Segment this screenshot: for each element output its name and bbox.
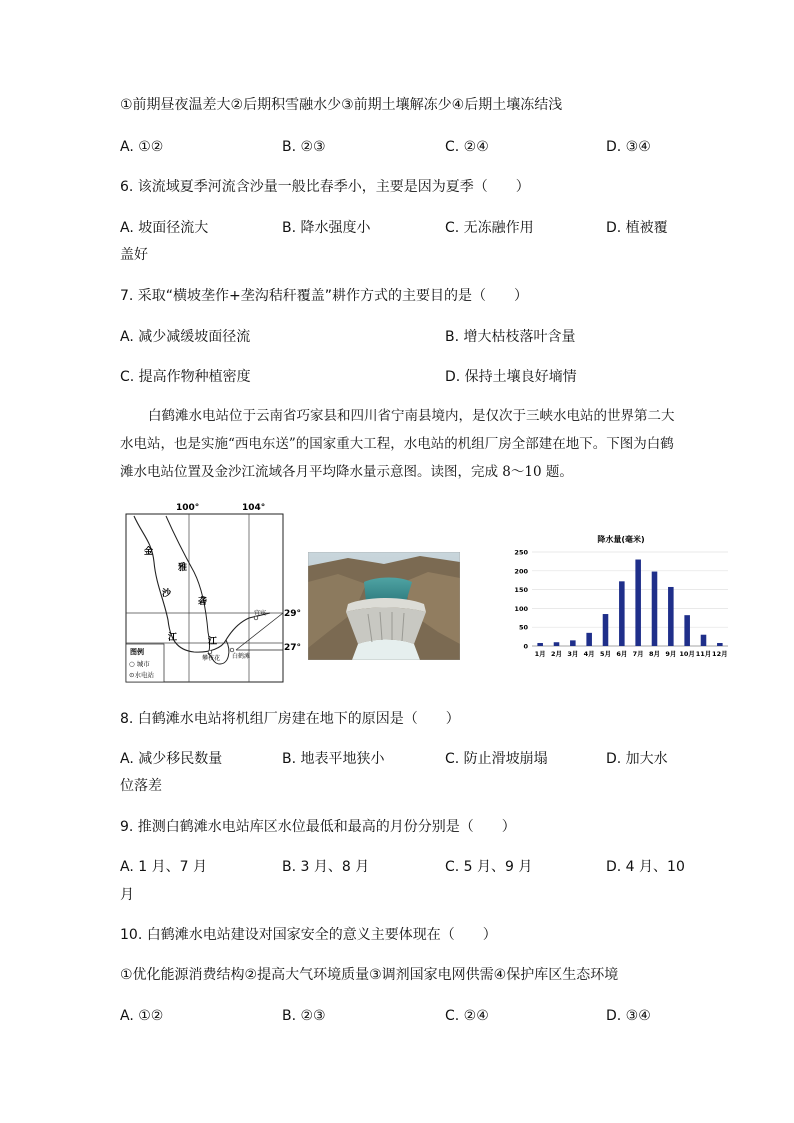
q8-option-a: A. 减少移民数量 (120, 751, 223, 767)
q6-option-d: D. 植被覆 (606, 220, 668, 236)
q5-option-c: C. ②④ (445, 139, 489, 155)
x-tick-label: 5月 (599, 650, 612, 658)
bar-4 (586, 633, 592, 646)
q8-option-d: D. 加大水 (606, 751, 668, 767)
y-tick-label: 50 (518, 623, 528, 632)
q6-option-d-wrap: 盖好 (120, 247, 148, 263)
station-dot-baihetan (230, 648, 234, 652)
y-tick-label: 100 (514, 604, 528, 613)
q9-option-d-wrap: 月 (120, 887, 134, 903)
bar-7 (635, 560, 641, 646)
q10-option-c: C. ②④ (445, 1008, 489, 1024)
bar-1 (537, 643, 543, 646)
bar-9 (668, 587, 674, 646)
bar-2 (554, 642, 560, 646)
precipitation-chart (508, 528, 734, 664)
lon-label-104: 104° (242, 503, 266, 513)
x-tick-label: 6月 (616, 650, 628, 658)
location-map (122, 500, 302, 690)
y-tick-label: 150 (514, 586, 528, 595)
x-tick-label: 3月 (567, 650, 579, 658)
river-char-3: 沙 (162, 589, 172, 599)
place-panzhihua: 攀枝花 (202, 655, 221, 662)
bar-3 (570, 640, 576, 646)
q5-option-b: B. ②③ (282, 139, 326, 155)
city-dot-panzhihua (208, 650, 212, 654)
q8-option-d-wrap: 位落差 (120, 778, 162, 794)
chart-title: 降水量(毫米) (597, 535, 645, 544)
lon-label-100: 100° (176, 503, 200, 513)
bar-10 (684, 615, 690, 646)
passage (120, 402, 680, 486)
y-tick-label: 0 (523, 642, 528, 651)
q6-option-a: A. 坡面径流大 (120, 220, 209, 236)
q10-stem: 10. 白鹤滩水电站建设对国家安全的意义主要体现在（ ） (120, 927, 497, 943)
bar-6 (619, 581, 625, 646)
bar-5 (603, 614, 609, 646)
bar-11 (701, 635, 707, 646)
passage-text: 白鹤滩水电站位于云南省巧家县和四川省宁南县境内，是仅次于三峡水电站的世界第二大水电站，也是实施“西电东送”的国家重大工程，水电站的机组厂房全部建在地下。下图为白鹤滩水电站位置及金沙江流域各月平均降水量示意图。读图，完成 8～10 题。 (120, 408, 675, 480)
q9-option-d: D. 4 月、10 (606, 859, 685, 875)
q10-option-d: D. ③④ (606, 1008, 651, 1024)
q8-option-c: C. 防止滑坡崩塌 (445, 751, 548, 767)
q9-option-a: A. 1 月、7 月 (120, 859, 207, 875)
x-tick-label: 10月 (679, 650, 695, 658)
lat-label-27: 27° (284, 643, 302, 653)
q7-option-b: B. 增大枯枝落叶含量 (445, 329, 576, 345)
q5-option-d: D. ③④ (606, 139, 651, 155)
river-char-1: 金 (144, 547, 154, 557)
q6-option-b: B. 降水强度小 (282, 220, 371, 236)
q7-option-a: A. 减少减缓坡面径流 (120, 329, 251, 345)
legend-title: 图例 (130, 648, 144, 656)
x-tick-label: 7月 (632, 650, 644, 658)
place-yibin: 宜宾 (254, 610, 267, 617)
x-tick-label: 8月 (648, 650, 661, 658)
river-char-5: 江 (168, 633, 178, 643)
river-char-6: 江 (208, 637, 218, 647)
lat-label-29: 29° (284, 609, 302, 619)
q8-option-b: B. 地表平地狭小 (282, 751, 385, 767)
q7-stem: 7. 采取“横坡垄作+垄沟秸秆覆盖”耕作方式的主要目的是（ ） (120, 288, 529, 304)
q8-stem: 8. 白鹤滩水电站将机组厂房建在地下的原因是（ ） (120, 711, 460, 727)
q7-option-d: D. 保持土壤良好墒情 (445, 369, 577, 385)
q9-stem: 9. 推测白鹤滩水电站库区水位最低和最高的月份分别是（ ） (120, 819, 516, 835)
q9-option-c: C. 5 月、9 月 (445, 859, 533, 875)
x-tick-label: 11月 (695, 650, 712, 658)
q10-option-b: B. ②③ (282, 1008, 326, 1024)
legend-city: ○ 城市 (129, 660, 150, 668)
y-tick-label: 200 (514, 567, 528, 576)
legend-station: ⊙水电站 (129, 671, 154, 679)
q6-option-c: C. 无冻融作用 (445, 220, 534, 236)
q6-stem: 6. 该流域夏季河流含沙量一般比春季小，主要是因为夏季（ ） (120, 179, 530, 195)
river-char-2: 雅 (178, 563, 188, 573)
q10-statements: ①优化能源消费结构②提高大气环境质量③调剂国家电网供需④保护库区生态环境 (120, 967, 619, 983)
river-char-4: 砻 (198, 597, 208, 607)
bar-12 (717, 643, 723, 646)
x-tick-label: 1月 (534, 650, 546, 658)
x-tick-label: 9月 (665, 650, 677, 658)
x-tick-label: 2月 (550, 650, 563, 658)
q9-option-b: B. 3 月、8 月 (282, 859, 370, 875)
q5-statements: ①前期昼夜温差大②后期积雪融水少③前期土壤解冻少④后期土壤冻结浅 (120, 97, 563, 113)
x-tick-label: 4月 (583, 650, 595, 658)
bar-8 (652, 572, 658, 646)
place-baihetan: 白鹤滩 (232, 653, 251, 660)
q7-option-c: C. 提高作物种植密度 (120, 369, 251, 385)
q10-option-a: A. ①② (120, 1008, 164, 1024)
x-tick-label: 12月 (712, 650, 728, 658)
y-tick-label: 250 (514, 548, 528, 557)
dam-photo (308, 552, 460, 660)
q5-option-a: A. ①② (120, 139, 164, 155)
